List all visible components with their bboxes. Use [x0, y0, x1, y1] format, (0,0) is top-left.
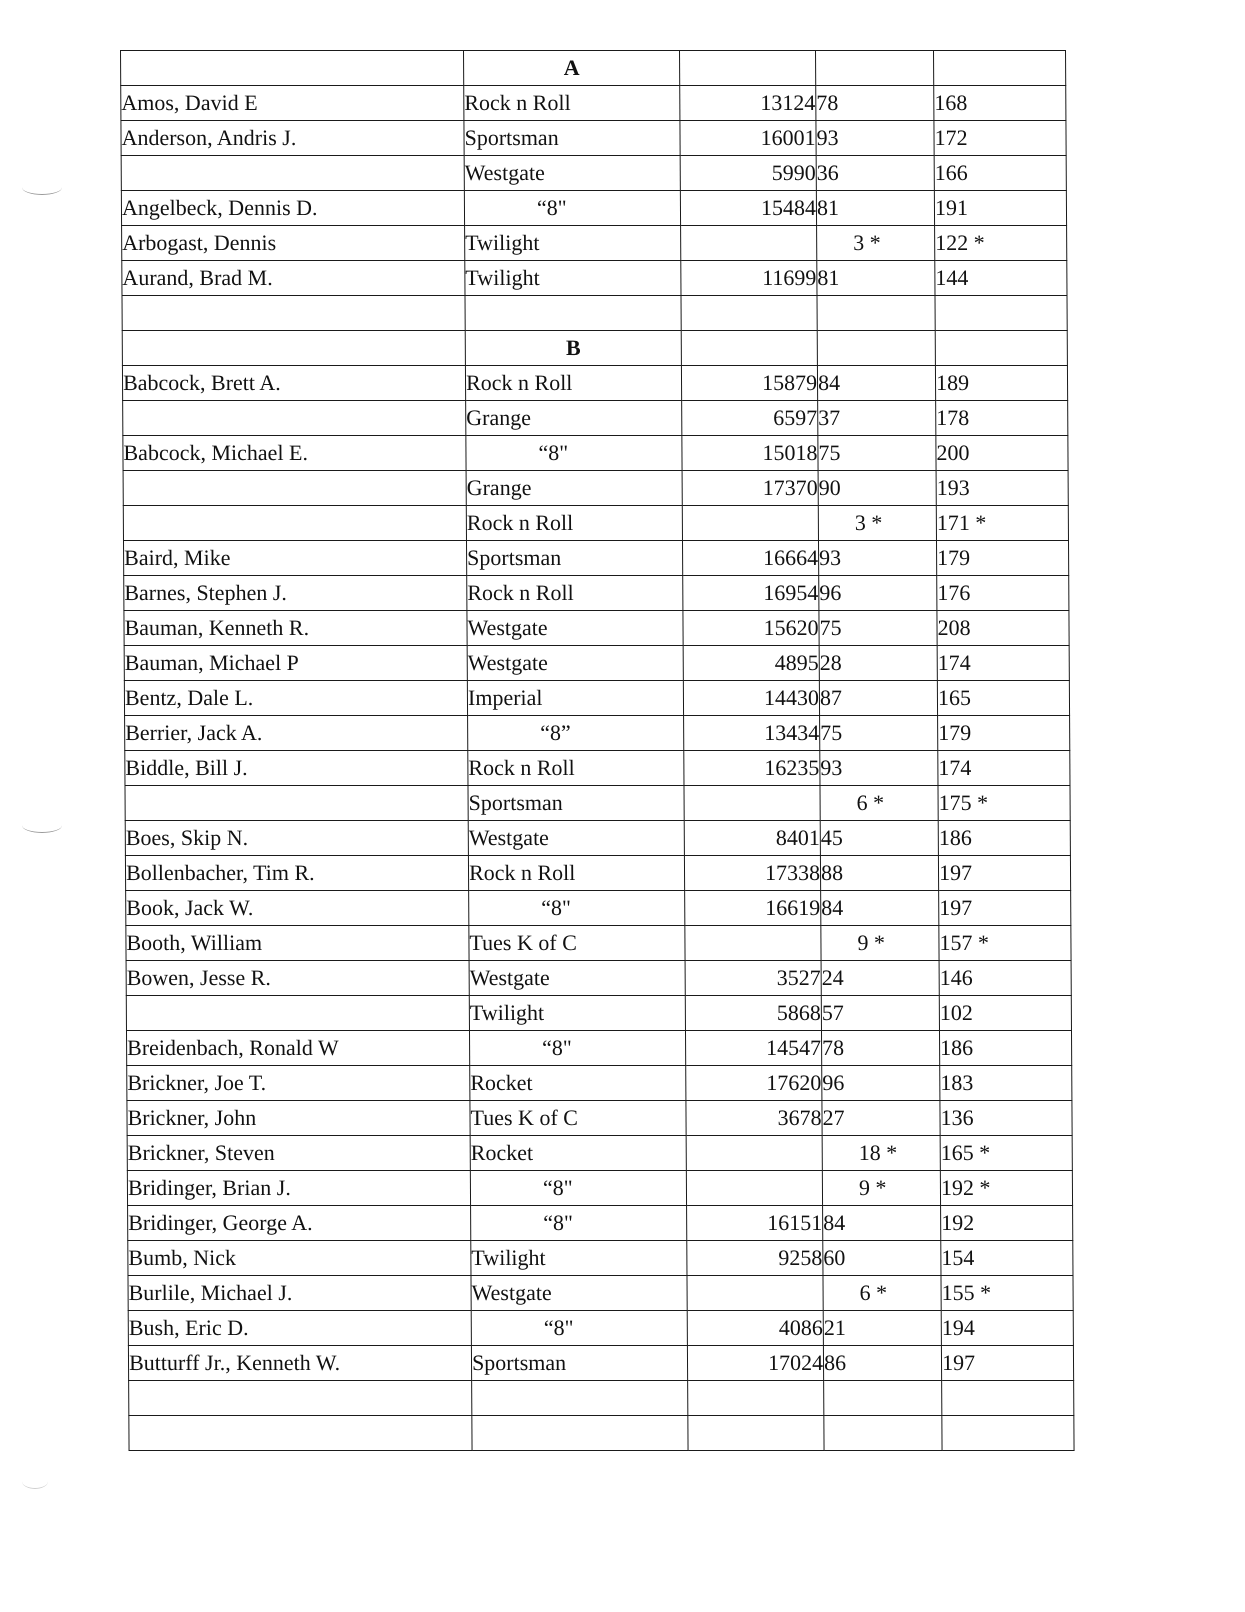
- bowler-name: [123, 506, 466, 541]
- games-total: 3527: [685, 961, 821, 996]
- games-total: [681, 296, 817, 331]
- empty-cell: [935, 331, 1067, 366]
- high-score: 174: [938, 751, 1070, 786]
- league-name: Twilight: [469, 996, 685, 1031]
- high-score: 197: [939, 891, 1071, 926]
- games-total: 14430: [683, 681, 819, 716]
- league-name: [472, 1381, 688, 1416]
- bowler-name: Brickner, John: [127, 1101, 470, 1136]
- league-name: Rock n Roll: [464, 86, 680, 121]
- league-name: Sportsman: [468, 786, 684, 821]
- table-row: [123, 401, 1068, 436]
- high-score: 197: [938, 856, 1070, 891]
- average-value: 3 *: [818, 506, 936, 541]
- games-total: 15018: [682, 436, 818, 471]
- empty-cell: [681, 331, 817, 366]
- section-letter: B: [465, 331, 681, 366]
- high-score: 193: [936, 471, 1068, 506]
- league-name: Rock n Roll: [466, 506, 682, 541]
- games-total: 13124: [680, 86, 816, 121]
- bowler-name: Baird, Mike: [123, 541, 466, 576]
- average-value: 86: [823, 1346, 941, 1381]
- games-total: 8401: [684, 821, 820, 856]
- high-score: 122 *: [935, 226, 1067, 261]
- average-value: 36: [816, 156, 934, 191]
- table-row: [126, 961, 1071, 996]
- games-total: [684, 786, 820, 821]
- games-total: 17370: [682, 471, 818, 506]
- average-value: 6 *: [823, 1276, 941, 1311]
- empty-cell: [934, 51, 1066, 86]
- league-name: “8": [466, 436, 682, 471]
- league-name: Grange: [466, 471, 682, 506]
- section-header-row: [122, 331, 1067, 366]
- league-name: “8": [464, 191, 680, 226]
- bowler-name: Bumb, Nick: [128, 1241, 471, 1276]
- league-name: Twilight: [465, 261, 681, 296]
- league-name: “8": [470, 1171, 686, 1206]
- bowler-name: [123, 401, 466, 436]
- high-score: 208: [937, 611, 1069, 646]
- average-value: [817, 296, 935, 331]
- high-score: 176: [937, 576, 1069, 611]
- bowler-name: Bentz, Dale L.: [124, 681, 467, 716]
- table-row: [124, 681, 1069, 716]
- table-row: [125, 786, 1070, 821]
- high-score: 192: [941, 1206, 1073, 1241]
- average-value: 18 *: [822, 1136, 940, 1171]
- league-name: Imperial: [467, 681, 683, 716]
- league-name: Rock n Roll: [468, 856, 684, 891]
- high-score: 144: [935, 261, 1067, 296]
- table-row: [122, 296, 1067, 331]
- high-score: 186: [938, 821, 1070, 856]
- bowler-name: Bauman, Michael P: [124, 646, 467, 681]
- table-row: [123, 541, 1068, 576]
- average-value: 81: [816, 191, 934, 226]
- league-name: “8": [469, 891, 685, 926]
- high-score: 175 *: [938, 786, 1070, 821]
- average-value: 28: [819, 646, 937, 681]
- table-row: [123, 471, 1068, 506]
- average-value: 88: [820, 856, 938, 891]
- games-total: 16619: [685, 891, 821, 926]
- table-row: [122, 226, 1067, 261]
- average-value: 93: [818, 541, 936, 576]
- games-total: 15879: [681, 366, 817, 401]
- average-value: 90: [818, 471, 936, 506]
- games-total: [687, 1276, 823, 1311]
- league-name: Rock n Roll: [467, 576, 683, 611]
- high-score: 136: [940, 1101, 1072, 1136]
- table-row: [121, 121, 1066, 156]
- high-score: 192 *: [940, 1171, 1072, 1206]
- table-row: [126, 926, 1071, 961]
- league-name: Tues K of C: [470, 1101, 686, 1136]
- bowler-name: Berrier, Jack A.: [125, 716, 468, 751]
- punch-hole-mark: [22, 1474, 48, 1489]
- average-value: 96: [819, 576, 937, 611]
- table-row: [126, 996, 1071, 1031]
- high-score: [935, 296, 1067, 331]
- league-name: Westgate: [464, 156, 680, 191]
- games-total: 14547: [685, 1031, 821, 1066]
- games-total: [686, 1171, 822, 1206]
- average-value: 37: [818, 401, 936, 436]
- league-name: Rock n Roll: [468, 751, 684, 786]
- average-value: 3 *: [817, 226, 935, 261]
- bowler-name: Bowen, Jesse R.: [126, 961, 469, 996]
- table-row: [128, 1241, 1073, 1276]
- bowler-name: Bauman, Kenneth R.: [124, 611, 467, 646]
- high-score: 178: [936, 401, 1068, 436]
- table-row: [127, 1066, 1072, 1101]
- average-value: 81: [817, 261, 935, 296]
- empty-cell: [816, 51, 934, 86]
- high-score: 197: [941, 1346, 1073, 1381]
- average-value: 78: [816, 86, 934, 121]
- average-value: 21: [823, 1311, 941, 1346]
- games-total: 16664: [682, 541, 818, 576]
- table-row: [125, 821, 1070, 856]
- games-total: 6597: [682, 401, 818, 436]
- high-score: 179: [936, 541, 1068, 576]
- section-header-row: [121, 51, 1066, 86]
- games-total: 16001: [680, 121, 816, 156]
- bowler-name: [122, 296, 465, 331]
- high-score: 102: [939, 996, 1071, 1031]
- high-score: 186: [939, 1031, 1071, 1066]
- bowler-name: Bollenbacher, Tim R.: [125, 856, 468, 891]
- table-row: [121, 156, 1066, 191]
- average-value: [824, 1416, 942, 1451]
- games-total: 13434: [684, 716, 820, 751]
- average-value: 93: [820, 751, 938, 786]
- bowler-name: [123, 471, 466, 506]
- empty-cell: [680, 51, 816, 86]
- league-name: Westgate: [469, 961, 685, 996]
- games-total: 4086: [687, 1311, 823, 1346]
- empty-cell: [817, 331, 935, 366]
- high-score: 172: [934, 121, 1066, 156]
- games-total: [686, 1136, 822, 1171]
- league-name: Westgate: [468, 821, 684, 856]
- games-total: 15484: [680, 191, 816, 226]
- average-value: 75: [819, 611, 937, 646]
- table-row: [127, 1136, 1072, 1171]
- games-total: 9258: [687, 1241, 823, 1276]
- bowler-name: Bush, Eric D.: [128, 1311, 471, 1346]
- high-score: 179: [938, 716, 1070, 751]
- table-row: [125, 716, 1070, 751]
- games-total: 15620: [683, 611, 819, 646]
- high-score: 171 *: [936, 506, 1068, 541]
- bowler-name: Angelbeck, Dennis D.: [121, 191, 464, 226]
- high-score: 174: [937, 646, 1069, 681]
- high-score: 154: [941, 1241, 1073, 1276]
- league-name: “8”: [468, 716, 684, 751]
- league-name: Grange: [466, 401, 682, 436]
- table-row: [128, 1206, 1073, 1241]
- league-name: Rocket: [470, 1066, 686, 1101]
- bowler-name: Booth, William: [126, 926, 469, 961]
- games-total: 17620: [686, 1066, 822, 1101]
- average-value: 84: [823, 1206, 941, 1241]
- high-score: 191: [934, 191, 1066, 226]
- games-total: 17024: [687, 1346, 823, 1381]
- league-name: [472, 1416, 688, 1451]
- high-score: 165 *: [940, 1136, 1072, 1171]
- high-score: 146: [939, 961, 1071, 996]
- league-name: “8": [471, 1311, 687, 1346]
- league-name: Twilight: [465, 226, 681, 261]
- bowler-name: Bridinger, George A.: [128, 1206, 471, 1241]
- average-value: 27: [822, 1101, 940, 1136]
- table-row: [125, 856, 1070, 891]
- league-name: Westgate: [471, 1276, 687, 1311]
- league-name: Rocket: [470, 1136, 686, 1171]
- table-row: [124, 611, 1069, 646]
- high-score: 166: [934, 156, 1066, 191]
- bowler-name: Barnes, Stephen J.: [124, 576, 467, 611]
- average-value: 87: [819, 681, 937, 716]
- empty-cell: [122, 331, 465, 366]
- games-total: [682, 506, 818, 541]
- bowler-name: Boes, Skip N.: [125, 821, 468, 856]
- league-name: Westgate: [467, 611, 683, 646]
- games-total: 16954: [683, 576, 819, 611]
- league-name: “8": [469, 1031, 685, 1066]
- bowler-name: Brickner, Joe T.: [127, 1066, 470, 1101]
- games-total: 16235: [684, 751, 820, 786]
- bowler-name: Brickner, Steven: [127, 1136, 470, 1171]
- table-row: [122, 261, 1067, 296]
- games-total: [688, 1381, 824, 1416]
- table-row: [128, 1346, 1073, 1381]
- league-name: Tues K of C: [469, 926, 685, 961]
- table-row: [124, 646, 1069, 681]
- league-name: [465, 296, 681, 331]
- high-score: 183: [940, 1066, 1072, 1101]
- games-total: 11699: [681, 261, 817, 296]
- table-row: [125, 751, 1070, 786]
- bowler-name: Bridinger, Brian J.: [127, 1171, 470, 1206]
- bowler-name: Butturff Jr., Kenneth W.: [128, 1346, 471, 1381]
- average-value: 60: [823, 1241, 941, 1276]
- league-name: “8": [471, 1206, 687, 1241]
- bowler-name: [129, 1381, 472, 1416]
- high-score: [942, 1381, 1074, 1416]
- empty-cell: [121, 51, 464, 86]
- bowler-name: Biddle, Bill J.: [125, 751, 468, 786]
- average-value: 93: [816, 121, 934, 156]
- games-total: [688, 1416, 824, 1451]
- high-score: 200: [936, 436, 1068, 471]
- games-total: 5990: [680, 156, 816, 191]
- table-row: [128, 1311, 1073, 1346]
- average-value: 75: [820, 716, 938, 751]
- bowler-roster-table: [120, 50, 1075, 1451]
- punch-hole-mark: [22, 180, 62, 195]
- bowler-name: Breidenbach, Ronald W: [126, 1031, 469, 1066]
- table-row: [129, 1381, 1074, 1416]
- games-total: [681, 226, 817, 261]
- table-row: [129, 1416, 1074, 1451]
- bowler-name: Anderson, Andris J.: [121, 121, 464, 156]
- table-row: [121, 86, 1066, 121]
- games-total: [685, 926, 821, 961]
- average-value: 9 *: [821, 926, 939, 961]
- table-row: [127, 1101, 1072, 1136]
- league-name: Rock n Roll: [465, 366, 681, 401]
- table-row: [123, 436, 1068, 471]
- table-row: [124, 576, 1069, 611]
- table-row: [121, 191, 1066, 226]
- high-score: 157 *: [939, 926, 1071, 961]
- high-score: 155 *: [941, 1276, 1073, 1311]
- bowler-name: [126, 996, 469, 1031]
- table-row: [122, 366, 1067, 401]
- average-value: 9 *: [822, 1171, 940, 1206]
- average-value: 6 *: [820, 786, 938, 821]
- bowler-name: Aurand, Brad M.: [122, 261, 465, 296]
- games-total: 17338: [684, 856, 820, 891]
- average-value: [824, 1381, 942, 1416]
- average-value: 75: [818, 436, 936, 471]
- table-row: [123, 506, 1068, 541]
- punch-hole-mark: [22, 818, 62, 833]
- average-value: 84: [817, 366, 935, 401]
- games-total: 16151: [687, 1206, 823, 1241]
- average-value: 57: [821, 996, 939, 1031]
- league-name: Westgate: [467, 646, 683, 681]
- high-score: 165: [937, 681, 1069, 716]
- average-value: 24: [821, 961, 939, 996]
- table-row: [128, 1276, 1073, 1311]
- league-name: Twilight: [471, 1241, 687, 1276]
- games-total: 5868: [685, 996, 821, 1031]
- bowler-name: Babcock, Michael E.: [123, 436, 466, 471]
- section-letter: A: [464, 51, 680, 86]
- games-total: 4895: [683, 646, 819, 681]
- bowler-name: Amos, David E: [121, 86, 464, 121]
- bowler-name: [121, 156, 464, 191]
- high-score: 194: [941, 1311, 1073, 1346]
- average-value: 84: [821, 891, 939, 926]
- average-value: 96: [822, 1066, 940, 1101]
- table-row: [127, 1171, 1072, 1206]
- games-total: 3678: [686, 1101, 822, 1136]
- bowler-name: Arbogast, Dennis: [122, 226, 465, 261]
- bowler-name: [129, 1416, 472, 1451]
- bowler-name: Burlile, Michael J.: [128, 1276, 471, 1311]
- high-score: [942, 1416, 1074, 1451]
- table-row: [126, 1031, 1071, 1066]
- league-name: Sportsman: [471, 1346, 687, 1381]
- bowler-name: Book, Jack W.: [126, 891, 469, 926]
- high-score: 168: [934, 86, 1066, 121]
- table-row: [126, 891, 1071, 926]
- league-name: Sportsman: [466, 541, 682, 576]
- bowler-name: [125, 786, 468, 821]
- high-score: 189: [935, 366, 1067, 401]
- bowler-name: Babcock, Brett A.: [122, 366, 465, 401]
- roster-body: [121, 51, 1075, 1451]
- average-value: 45: [820, 821, 938, 856]
- league-name: Sportsman: [464, 121, 680, 156]
- average-value: 78: [821, 1031, 939, 1066]
